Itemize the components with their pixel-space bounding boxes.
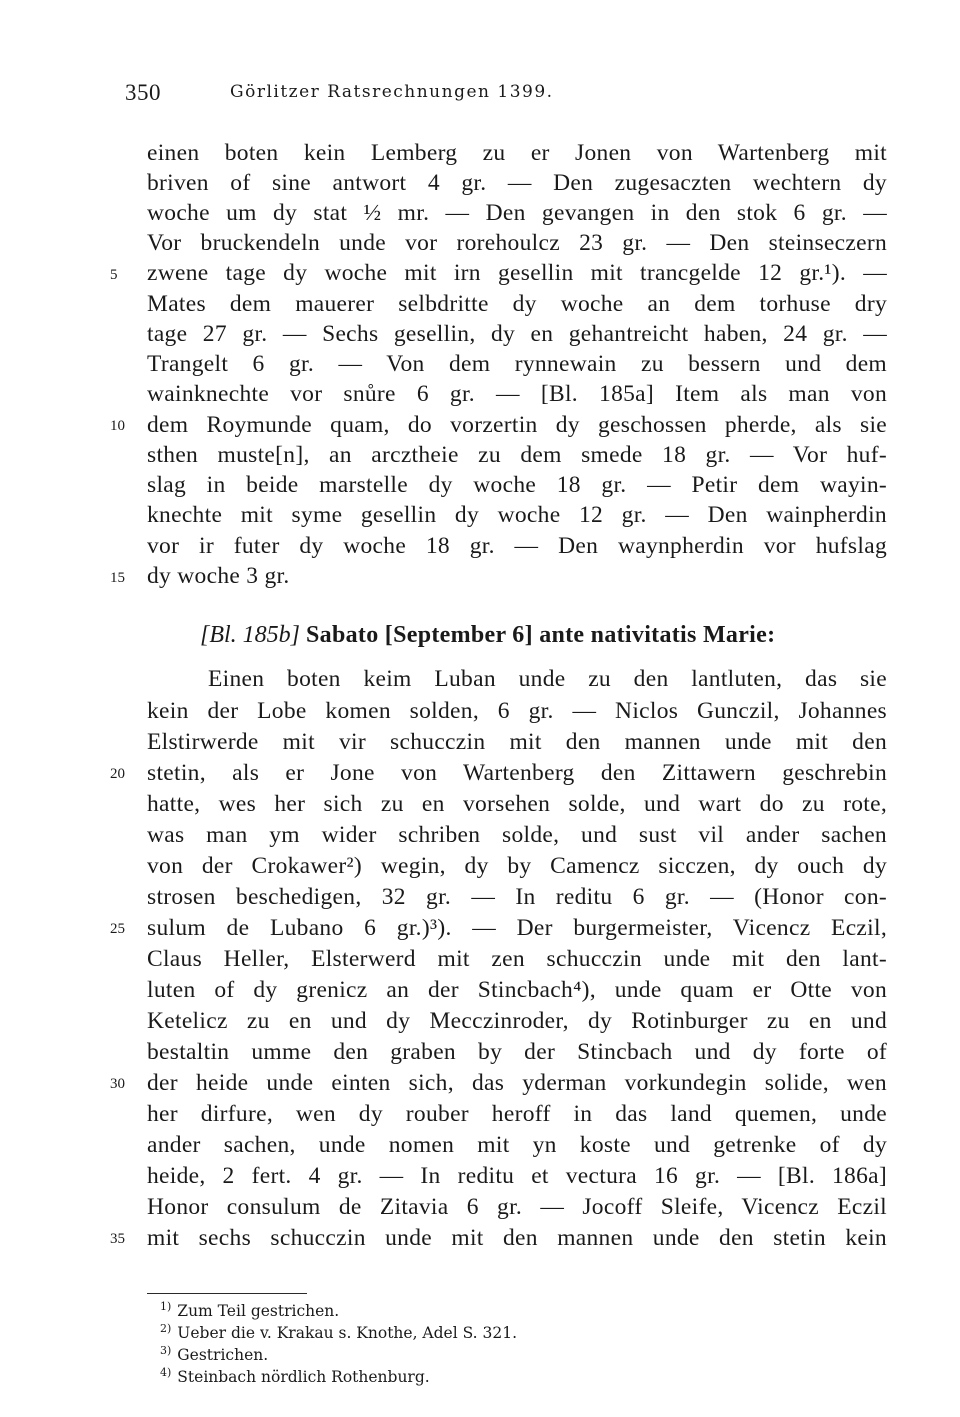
- footnote: [160, 1366, 430, 1388]
- footnote-mark: 3): [160, 1343, 172, 1357]
- text-line: stetin, als er Jone von Wartenberg den Zittawern geschrebin: [147, 760, 887, 786]
- section-heading: [200, 620, 860, 650]
- line-number: 10: [110, 418, 125, 434]
- text-line: Elstirwerde mit vir schucczin mit den mannen unde mit den: [147, 729, 887, 755]
- text-line: was man ym wider schriben solde, und sust vil ander sachen: [147, 822, 887, 848]
- footnote: [160, 1300, 339, 1322]
- footnote: [160, 1344, 268, 1366]
- text-line: vor ir futer dy woche 18 gr. — Den waynpherdin vor hufslag: [147, 533, 887, 559]
- text-line: der heide unde einten sich, das yderman vorkundegin solide, wen: [147, 1070, 887, 1096]
- line-number: 15: [110, 570, 125, 586]
- line-number: 25: [110, 921, 125, 937]
- text-line: dy woche 3 gr.: [147, 563, 290, 589]
- footnote-text: Steinbach nördlich Rothenburg.: [177, 1368, 430, 1386]
- text-line: Claus Heller, Elsterwerd mit zen schucczin unde mit den lant-: [147, 946, 887, 972]
- page-number: 350: [125, 80, 161, 105]
- text-line: zwene tage dy woche mit irn gesellin mit trancgelde 12 gr.¹). —: [147, 260, 887, 286]
- text-line: einen boten kein Lemberg zu er Jonen von Wartenberg mit: [147, 140, 887, 166]
- text-line: wainknechte vor snůre 6 gr. — [Bl. 185a] Item als man von: [147, 381, 887, 407]
- text-line: bestaltin umme den graben by der Stincbach und dy forte of: [147, 1039, 887, 1065]
- text-line: sthen muste[n], an arcztheie zu dem smede 18 gr. — Vor huf-: [147, 442, 887, 468]
- footnote-text: Ueber die v. Krakau s. Knothe, Adel S. 321.: [177, 1324, 518, 1342]
- text-line: luten of dy grenicz an der Stincbach⁴), unde quam er Otte von: [147, 977, 887, 1003]
- text-line: Mates dem mauerer selbdritte dy woche an dem torhuse dry: [147, 291, 887, 317]
- footnote: [160, 1322, 517, 1344]
- text-line: von der Crokawer²) wegin, dy by Camencz sicczen, dy ouch dy: [147, 853, 887, 879]
- text-line: hatte, wes her sich zu en vorsehen solde, und wart do zu rote,: [147, 791, 887, 817]
- text-line: strosen beschedigen, 32 gr. — In reditu 6 gr. — (Honor con-: [147, 884, 887, 910]
- text-line: mit sechs schucczin unde mit den mannen unde den stetin kein: [147, 1225, 887, 1251]
- footnote-mark: 1): [160, 1299, 172, 1313]
- text-line: kein der Lobe komen solden, 6 gr. — Niclos Gunczil, Johannes: [147, 698, 887, 724]
- text-line: Trangelt 6 gr. — Von dem rynnewain zu bessern und dem: [147, 351, 887, 377]
- text-line: Ketelicz zu en und dy Mecczinroder, dy Rotinburger zu en und: [147, 1008, 887, 1034]
- text-line: her dirfure, wen dy rouber heroff in das land quemen, unde: [147, 1101, 887, 1127]
- line-number: 20: [110, 766, 125, 782]
- running-title: Görlitzer Ratsrechnungen 1399.: [230, 82, 554, 102]
- text-line: knechte mit syme gesellin dy woche 12 gr. — Den wainpherdin: [147, 502, 887, 528]
- line-number: 5: [110, 267, 118, 283]
- line-number: 35: [110, 1231, 125, 1247]
- text-line: sulum de Lubano 6 gr.)³). — Der burgermeister, Vicencz Eczil,: [147, 915, 887, 941]
- footnote-mark: 4): [160, 1365, 172, 1379]
- text-line: slag in beide marstelle dy woche 18 gr. — Petir dem wayin-: [147, 472, 887, 498]
- text-line: Honor consulum de Zitavia 6 gr. — Jocoff Sleife, Vicencz Eczil: [147, 1194, 887, 1220]
- footnote-mark: 2): [160, 1321, 172, 1335]
- section-title: Sabato [September 6] ante nativitatis Marie:: [306, 622, 776, 648]
- text-line: dem Roymunde quam, do vorzertin dy geschossen pherde, als sie: [147, 412, 887, 438]
- text-line: ander sachen, unde nomen mit yn koste und getrenke of dy: [147, 1132, 887, 1158]
- text-line: briven of sine antwort 4 gr. — Den zugesaczten wechtern dy: [147, 170, 887, 196]
- text-line: tage 27 gr. — Sechs gesellin, dy en gehantreicht haben, 24 gr. —: [147, 321, 887, 347]
- folio-reference: [Bl. 185b]: [200, 622, 301, 648]
- text-line: heide, 2 fert. 4 gr. — In reditu et vectura 16 gr. — [Bl. 186a]: [147, 1163, 887, 1189]
- running-head: [125, 80, 885, 110]
- text-line: woche um dy stat ½ mr. — Den gevangen in den stok 6 gr. —: [147, 200, 887, 226]
- footnote-separator: [147, 1293, 307, 1294]
- text-line: Einen boten keim Luban unde zu den lantluten, das sie: [208, 666, 887, 692]
- line-number: 30: [110, 1076, 125, 1092]
- footnote-text: Zum Teil gestrichen.: [177, 1302, 340, 1320]
- text-line: Vor bruckendeln unde vor rorehoulcz 23 gr. — Den steinseczern: [147, 230, 887, 256]
- footnote-text: Gestrichen.: [177, 1346, 269, 1364]
